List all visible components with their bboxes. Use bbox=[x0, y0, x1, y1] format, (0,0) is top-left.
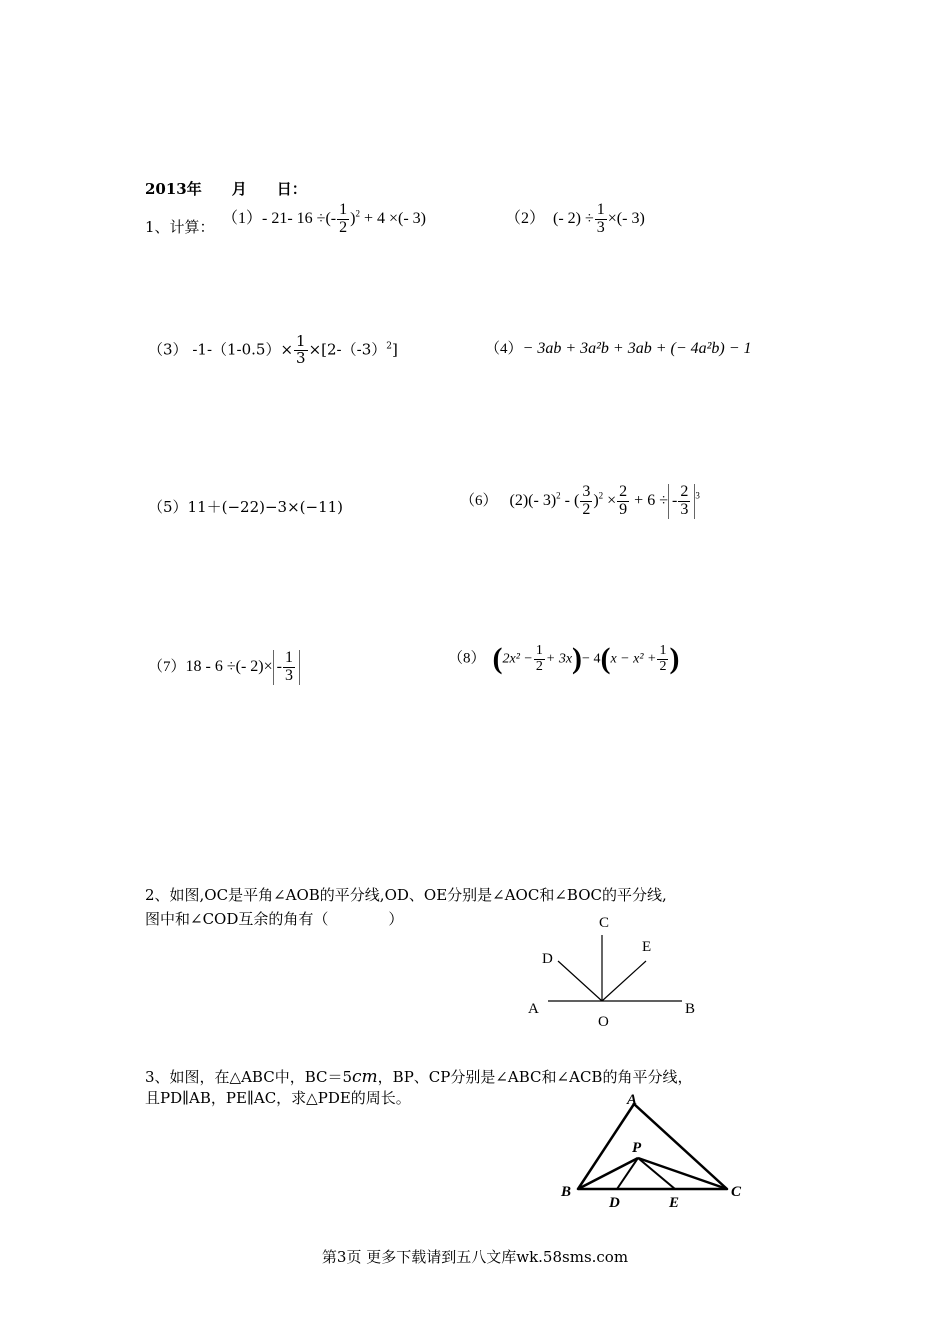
denominator: 3 bbox=[596, 218, 605, 236]
label-o: O bbox=[598, 1014, 609, 1030]
expr: x − x² + bbox=[610, 651, 657, 667]
text: ，BP、CP分别是∠ABC和∠ACB的角平分线， bbox=[377, 1068, 693, 1086]
expr: ×[2-（-3） bbox=[308, 340, 387, 359]
denominator: 2 bbox=[659, 658, 667, 674]
label-c: C bbox=[731, 1184, 742, 1200]
expr: × bbox=[603, 491, 617, 509]
expr: - 21- 16 ÷(- bbox=[262, 209, 337, 227]
denominator: 3 bbox=[680, 500, 689, 518]
absolute-value bbox=[668, 484, 695, 519]
ray-oe bbox=[602, 961, 646, 1001]
label-b: B bbox=[685, 1001, 696, 1017]
expr: + 4 ×(- 3) bbox=[359, 209, 426, 227]
unit: cm bbox=[352, 1067, 378, 1087]
part-number: （8） bbox=[448, 650, 486, 667]
q1-part1 bbox=[222, 202, 426, 237]
expr: 18 - 6 ÷(- 2)× bbox=[185, 657, 273, 675]
part-number: （4） bbox=[485, 341, 523, 357]
denominator: 2 bbox=[582, 500, 591, 518]
exponent: 2 bbox=[598, 490, 604, 501]
expr: + 6 ÷ bbox=[630, 491, 668, 509]
fraction bbox=[657, 644, 668, 674]
expr: - bbox=[276, 657, 282, 675]
q3-figure bbox=[555, 1088, 755, 1216]
part-number: （7） bbox=[148, 658, 186, 675]
q1-part2 bbox=[505, 202, 645, 237]
fraction bbox=[580, 484, 592, 519]
expr: − 4 bbox=[582, 651, 601, 667]
part-number: （1） bbox=[222, 209, 263, 227]
date-line: 2013年 月 日： bbox=[145, 180, 307, 198]
segment-cp bbox=[638, 1158, 727, 1189]
expr: − 3ab + 3a²b + 3ab + (− 4a²b) − 1 bbox=[522, 340, 752, 357]
expr: 11＋(−22)−3×(−11) bbox=[187, 498, 344, 516]
denominator: 3 bbox=[296, 348, 306, 367]
exponent: 2 bbox=[556, 490, 561, 501]
denominator: 3 bbox=[284, 666, 293, 684]
label-c: C bbox=[599, 915, 610, 931]
paren-left: ( bbox=[492, 642, 503, 676]
expr: -1-（1-0.5）× bbox=[192, 340, 294, 359]
expr: ) bbox=[593, 491, 599, 509]
numerator: 1 bbox=[296, 332, 306, 350]
numerator: 1 bbox=[339, 201, 348, 218]
label-d: D bbox=[542, 951, 553, 967]
label-a: A bbox=[627, 1092, 638, 1108]
part-number: （6） bbox=[460, 492, 498, 509]
part-number: （3） bbox=[148, 340, 188, 359]
q3-line1 bbox=[145, 1066, 692, 1087]
numerator: 1 bbox=[284, 649, 293, 666]
q1-part8 bbox=[448, 644, 679, 674]
expr: ) bbox=[350, 209, 356, 227]
label-e: E bbox=[669, 1195, 680, 1211]
fraction bbox=[617, 484, 629, 519]
expr: (2)(- 3) bbox=[509, 491, 557, 509]
paren-right: ) bbox=[669, 642, 680, 676]
q1-part4 bbox=[485, 337, 752, 358]
expr: - bbox=[671, 491, 678, 509]
part-number: （2） bbox=[505, 209, 546, 227]
exponent: 2 bbox=[355, 208, 360, 219]
denominator: 9 bbox=[619, 500, 628, 518]
q1-part3 bbox=[148, 334, 398, 367]
exponent: 2 bbox=[386, 341, 392, 352]
segment-pe bbox=[638, 1158, 675, 1189]
numerator: 1 bbox=[659, 643, 667, 658]
q1-part7 bbox=[148, 650, 300, 685]
fraction bbox=[534, 644, 545, 674]
q1-label: 1、计算： bbox=[145, 218, 215, 236]
expr: ×(- 3) bbox=[607, 209, 645, 227]
label-e: E bbox=[642, 939, 652, 955]
numerator: 2 bbox=[619, 483, 628, 500]
q3-line2: 且PD∥AB，PE∥AC，求△PDE的周长。 bbox=[145, 1089, 411, 1107]
part-number: （5） bbox=[148, 498, 188, 516]
q2-line2: 图中和∠COD互余的角有（ ） bbox=[145, 910, 404, 928]
ray-od bbox=[558, 961, 602, 1001]
expr: (- 2) ÷ bbox=[553, 209, 594, 227]
denominator: 2 bbox=[339, 218, 348, 236]
label-b: B bbox=[561, 1184, 572, 1200]
paren-right: ) bbox=[572, 642, 583, 676]
fraction bbox=[595, 202, 607, 237]
label-d: D bbox=[609, 1195, 620, 1211]
numerator: 1 bbox=[596, 201, 605, 218]
paren-left: ( bbox=[600, 642, 611, 676]
fraction bbox=[294, 334, 308, 367]
q1-part6 bbox=[460, 484, 700, 519]
absolute-value bbox=[273, 650, 300, 685]
numerator: 1 bbox=[535, 643, 543, 658]
expr: - ( bbox=[560, 491, 580, 509]
q2-line1: 2、如图,OC是平角∠AOB的平分线,OD、OE分别是∠AOC和∠BOC的平分线, bbox=[145, 886, 667, 904]
fraction bbox=[337, 202, 349, 237]
label-p: P bbox=[632, 1140, 642, 1156]
text: 3、如图，在△ABC中，BC＝5 bbox=[145, 1068, 353, 1086]
expr: ] bbox=[391, 340, 398, 359]
numerator: 3 bbox=[582, 483, 591, 500]
exponent: 3 bbox=[695, 490, 700, 501]
fraction bbox=[678, 484, 690, 519]
q1-part5 bbox=[148, 496, 343, 517]
fraction bbox=[283, 650, 295, 685]
expr: + 3x bbox=[545, 651, 573, 667]
numerator: 2 bbox=[680, 483, 689, 500]
expr: 2x² − bbox=[502, 651, 533, 667]
q2-figure bbox=[520, 905, 720, 1035]
page-footer: 第3页 更多下载请到五八文库wk.58sms.com bbox=[321, 1248, 629, 1266]
label-a: A bbox=[528, 1001, 539, 1017]
denominator: 2 bbox=[535, 658, 543, 674]
